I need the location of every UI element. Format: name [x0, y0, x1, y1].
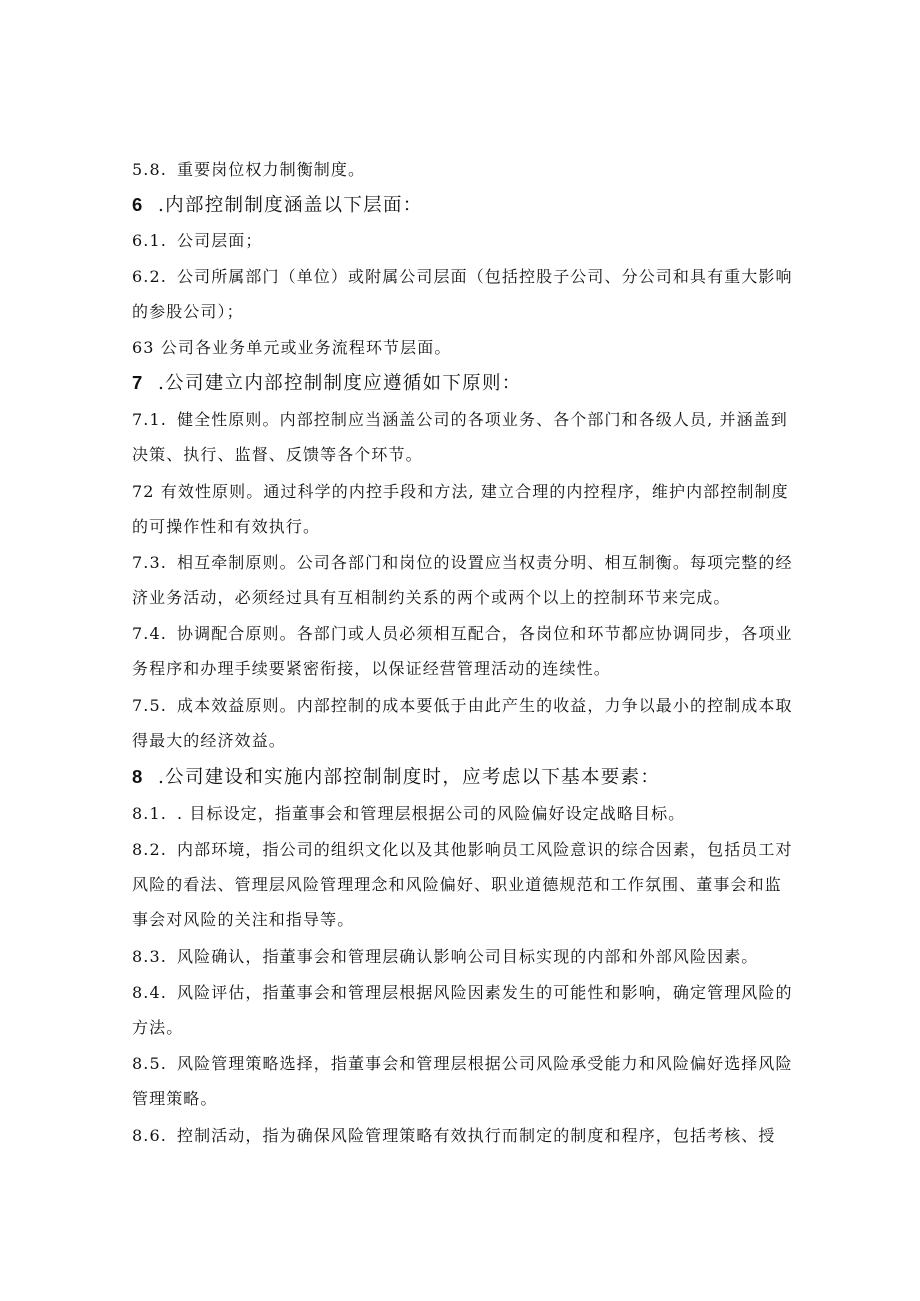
clause-number: 8.4. [132, 983, 167, 1002]
clause-number: 7.3. [132, 553, 167, 572]
clause-text-continued: 风险的看法、管理层风险管理理念和风险偏好、职业道德规范和工作氛围、董事会和监 [132, 875, 782, 894]
clause-7-2 [132, 474, 792, 544]
clause-7-5 [132, 688, 792, 758]
section-heading-8 [132, 759, 792, 795]
section-title: .公司建设和实施内部控制制度时，应考虑以下基本要素： [157, 767, 661, 788]
clause-6-1 [132, 223, 792, 258]
section-heading-6 [132, 187, 792, 223]
clause-5-8 [132, 152, 792, 187]
clause-text: 公司各业务单元或业务流程环节层面。 [160, 338, 452, 357]
clause-text-continued: 济业务活动，必须经过具有互相制约关系的两个或两个以上的控制环节来完成。 [132, 588, 731, 607]
clause-8-6 [132, 1118, 792, 1153]
clause-7-4 [132, 616, 792, 686]
clause-text: . 目标设定，指董事会和管理层根据公司的风险偏好设定战略目标。 [177, 804, 686, 823]
clause-text: 控制活动，指为确保风险管理策略有效执行而制定的制度和程序，包括考核、授 [177, 1126, 776, 1145]
clause-text: 成本效益原则。内部控制的成本要低于由此产生的收益，力争以最小的控制成本取 [177, 696, 793, 715]
clause-number: 7.1. [132, 410, 167, 429]
clause-7-3 [132, 545, 792, 615]
section-number: 8 [132, 766, 144, 787]
clause-text-continued: 事会对风险的关注和指导等。 [132, 910, 355, 929]
clause-text-continued: 管理策略。 [132, 1089, 218, 1108]
clause-text-continued: 的参股公司）； [132, 302, 244, 321]
clause-8-4 [132, 975, 792, 1045]
clause-number: 8.6. [132, 1126, 167, 1145]
clause-number: 72 [132, 482, 155, 501]
clause-text: 内部环境，指公司的组织文化以及其他影响员工风险意识的综合因素，包括员工对 [177, 840, 793, 859]
clause-text: 风险评估，指董事会和管理层根据风险因素发生的可能性和影响，确定管理风险的 [177, 983, 793, 1002]
clause-number: 8.1. [132, 804, 167, 823]
clause-text-continued: 务程序和办理手续要紧密衔接，以保证经营管理活动的连续性。 [132, 659, 611, 678]
clause-number: 8.5. [132, 1054, 167, 1073]
clause-text: 有效性原则。通过科学的内控手段和方法, 建立合理的内控程序，维护内部控制制度 [160, 482, 789, 501]
clause-number: 63 [132, 338, 155, 357]
clause-text: 公司所属部门（单位）或附属公司层面（包括控股子公司、分公司和具有重大影响 [177, 267, 793, 286]
clause-number: 8.2. [132, 840, 167, 859]
section-title: .公司建立内部控制制度应遵循如下原则： [157, 373, 522, 394]
section-number: 6 [132, 194, 144, 215]
clause-8-2 [132, 832, 792, 937]
clause-text: 风险管理策略选择，指董事会和管理层根据公司风险承受能力和风险偏好选择风险 [177, 1054, 793, 1073]
clause-8-1 [132, 796, 792, 831]
clause-text: 协调配合原则。各部门或人员必须相互配合，各岗位和环节都应协调同步，各项业 [177, 624, 793, 643]
clause-number: 6.1. [132, 231, 167, 250]
clause-8-3 [132, 939, 792, 974]
clause-text-continued: 决策、执行、监督、反馈等各个环节。 [132, 445, 423, 464]
clause-6-3 [132, 330, 792, 365]
clause-number: 7.5. [132, 696, 167, 715]
clause-number: 5.8. [132, 160, 167, 179]
clause-number: 7.4. [132, 624, 167, 643]
clause-text: 健全性原则。内部控制应当涵盖公司的各项业务、各个部门和各级人员, 并涵盖到 [177, 410, 788, 429]
section-title: .内部控制制度涵盖以下层面： [157, 195, 423, 216]
clause-7-1 [132, 402, 792, 472]
clause-text: 公司层面； [177, 231, 263, 250]
section-heading-7 [132, 365, 792, 401]
clause-text: 相互牵制原则。公司各部门和岗位的设置应当权责分明、相互制衡。每项完整的经 [177, 553, 793, 572]
clause-text-continued: 的可操作性和有效执行。 [132, 517, 321, 536]
section-number: 7 [132, 372, 144, 393]
clause-8-5 [132, 1046, 792, 1116]
clause-text-continued: 方法。 [132, 1018, 184, 1037]
clause-number: 8.3. [132, 947, 167, 966]
clause-number: 6.2. [132, 267, 167, 286]
clause-text: 重要岗位权力制衡制度。 [177, 160, 366, 179]
clause-6-2 [132, 259, 792, 329]
clause-text-continued: 得最大的经济效益。 [132, 731, 286, 750]
clause-text: 风险确认，指董事会和管理层确认影响公司目标实现的内部和外部风险因素。 [177, 947, 759, 966]
